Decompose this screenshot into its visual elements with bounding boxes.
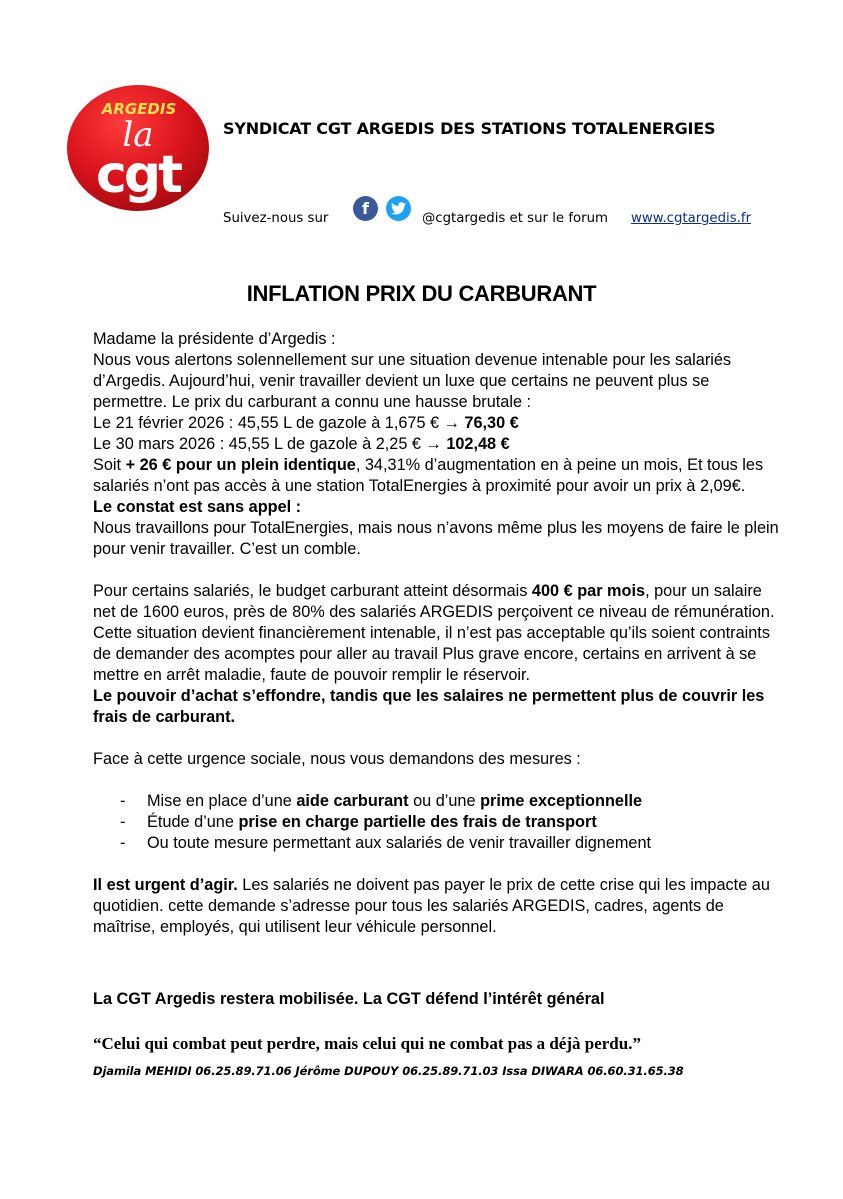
document-title: INFLATION PRIX DU CARBURANT xyxy=(246,281,597,306)
constat-heading: Le constat est sans appel : xyxy=(93,498,302,516)
twitter-icon[interactable] xyxy=(386,196,411,221)
follow-us-row xyxy=(223,196,803,236)
price-line-march: Le 30 mars 2026 : 45,55 L de gazole à 2,25 € → 102,48 € xyxy=(93,435,510,453)
urgent-paragraph: Il est urgent d’agir. Les salariés ne doivent pas payer le prix de cette crise qui les impacte au quotidien. cette demande s’adresse pour tous les salariés ARGEDIS, cadres, agents de maîtrise, employés, qui utilisent leur véhicule personnel. xyxy=(93,876,770,936)
purchasing-power-statement: Le pouvoir d’achat s’effondre, tandis que les salaires ne permettent plus de couvrir les frais de carburant. xyxy=(93,687,765,726)
svg-text:la: la xyxy=(122,115,154,155)
forum-link[interactable]: www.cgtargedis.fr xyxy=(631,211,752,226)
price-line-february: Le 21 février 2026 : 45,55 L de gazole à 1,675 € → 76,30 € xyxy=(93,414,519,432)
social-handle: @cgtargedis et sur le forum xyxy=(422,211,608,226)
cgt-argedis-logo xyxy=(66,84,211,212)
list-item: - Étude d’une prise en charge partielle des frais de transport xyxy=(120,813,597,831)
measures-list xyxy=(93,791,783,854)
constat-paragraph: Nous travaillons pour TotalEnergies, mais nous n’avons même plus les moyens de faire le plein pour venir travailler. C’est un comble. xyxy=(93,519,779,558)
svg-text:ARGEDIS: ARGEDIS xyxy=(101,100,177,118)
budget-paragraph: Pour certains salariés, le budget carburant atteint désormais 400 € par mois, pour un salaire net de 1600 euros, près de 80% des salariés ARGEDIS perçoivent ce niveau de rémunération. Cette situation devient financièrement intenable, il n’est pas acceptable qu’ils soient contraints de demander des acomptes pour aller au travail Plus grave encore, certains en arrivent à se mettre en arrêt maladie, faute de pouvoir remplir le réservoir. xyxy=(93,582,775,684)
quote: “Celui qui combat peut perdre, mais celui qui ne combat pas a déjà perdu.” xyxy=(93,1034,641,1053)
facebook-icon[interactable]: f xyxy=(353,196,378,221)
follow-us-label: Suivez-nous sur xyxy=(223,211,329,226)
salutation: Madame la présidente d’Argedis : xyxy=(93,330,336,348)
contacts-line: Djamila MEHIDI 06.25.89.71.06 Jérôme DUPOUY 06.25.89.71.03 Issa DIWARA 06.60.31.65.38 xyxy=(93,1064,684,1078)
union-header-title: SYNDICAT CGT ARGEDIS DES STATIONS TOTALENERGIES xyxy=(223,119,716,138)
increase-paragraph: Soit + 26 € pour un plein identique, 34,31% d’augmentation en à peine un mois, Et tous les salariés n’ont pas accès à une station TotalEnergies à proximité pour avoir un prix à 2,09€. xyxy=(93,456,764,495)
demand-intro: Face à cette urgence sociale, nous vous demandons des mesures : xyxy=(93,750,581,768)
list-item: - Mise en place d’une aide carburant ou d’une prime exceptionnelle xyxy=(120,792,643,810)
letter-body xyxy=(93,329,783,938)
list-item: - Ou toute mesure permettant aux salariés de venir travailler dignement xyxy=(120,834,652,852)
closing-statement: La CGT Argedis restera mobilisée. La CGT défend l’intérêt général xyxy=(93,990,605,1008)
svg-text:cgt: cgt xyxy=(96,145,180,205)
intro-paragraph: Nous vous alertons solennellement sur une situation devenue intenable pour les salariés d’Argedis. Aujourd’hui, venir travailler devient un luxe que certains ne peuvent plus se permettre. Le prix du carburant a connu une hausse brutale : xyxy=(93,351,732,411)
